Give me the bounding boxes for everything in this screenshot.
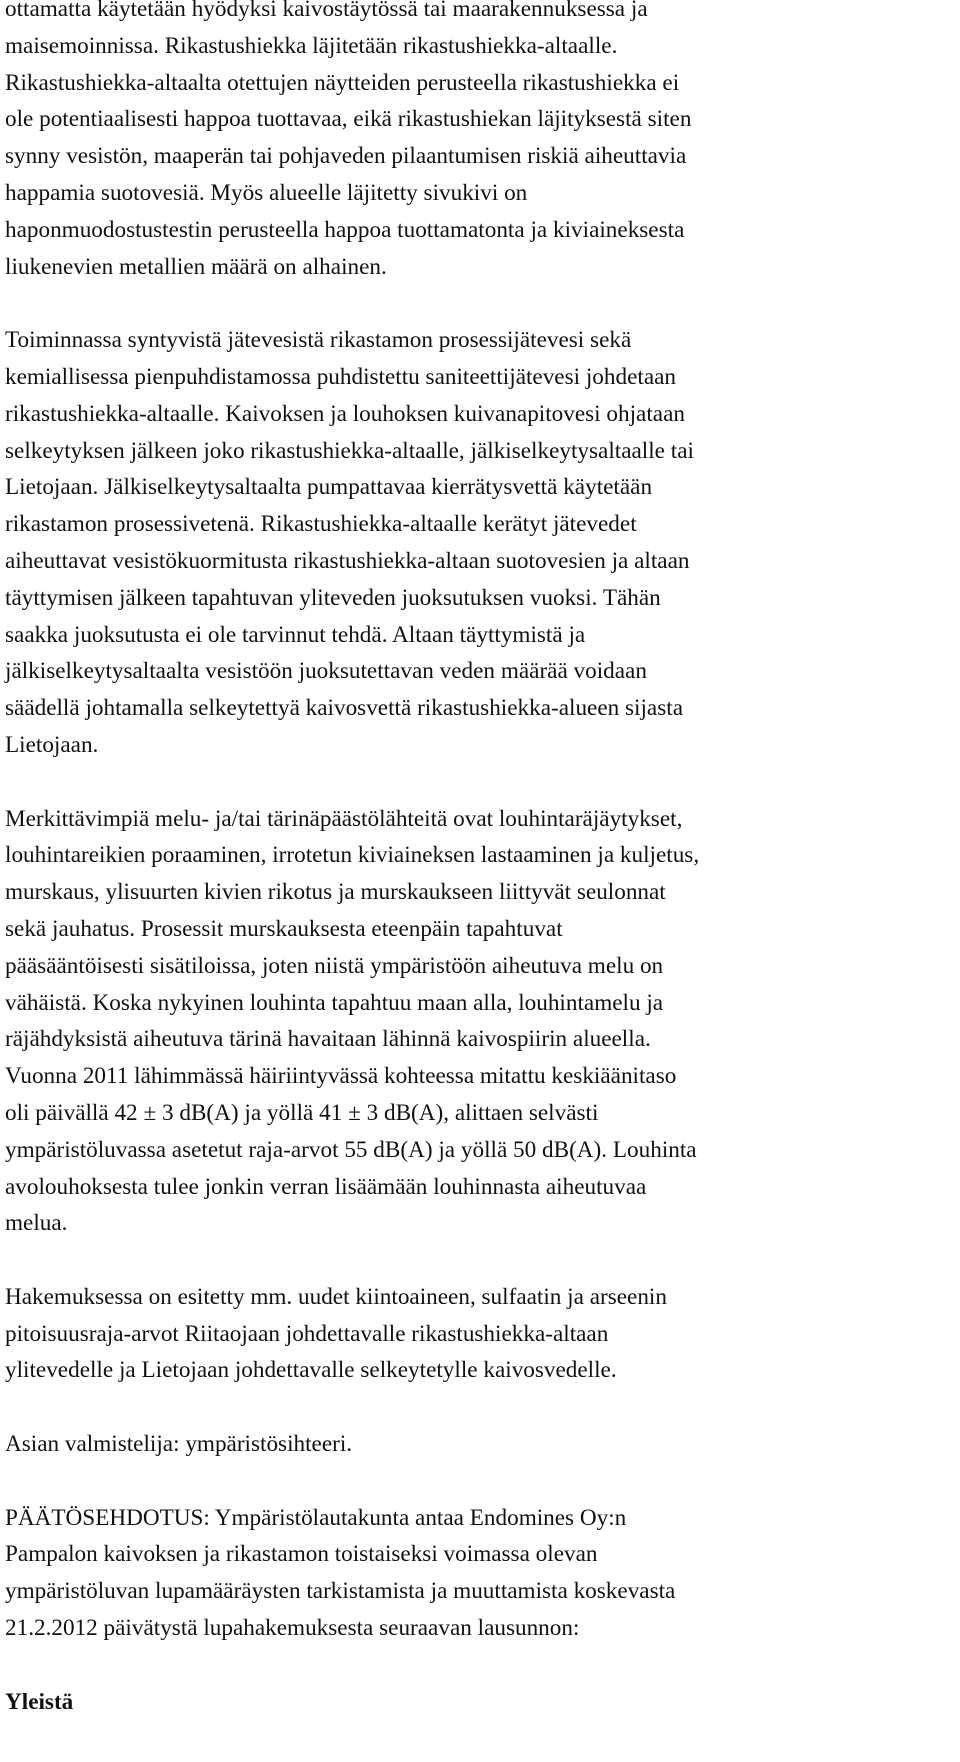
text-line: louhintareikien poraaminen, irrotetun kiviaineksen lastaaminen ja kuljetus, [5,842,700,869]
paragraph-spacer [5,1463,955,1500]
paragraph-spacer [5,1242,955,1279]
text-line: Vuonna 2011 lähimmässä häiriintyvässä kohteessa mitattu keskiäänitaso [5,1063,677,1090]
text-line: happamia suotovesiä. Myös alueelle läjitetty sivukivi on [5,179,528,206]
text-line: ympäristöluvan lupamääräysten tarkistamista ja muuttamista koskevasta [5,1578,676,1605]
text-line: jälkiselkeytysaltaalta vesistöön juoksutettavan veden määrää voidaan [5,658,647,685]
text-line: selkeytyksen jälkeen joko rikastushiekka-altaalle, jälkiselkeytysaltaalle tai [5,437,694,464]
text-line: murskaus, ylisuurten kivien rikotus ja murskaukseen liittyvät seulonnat [5,879,666,906]
text-line: täyttymisen jälkeen tapahtuvan yliteveden juoksutuksen vuoksi. Tähän [5,584,661,611]
text-line: avolouhoksesta tulee jonkin verran lisäämään louhinnasta aiheutuvaa [5,1173,647,1200]
text-line: PÄÄTÖSEHDOTUS: Ympäristölautakunta antaa Endomines Oy:n [5,1504,627,1531]
text-line: synny vesistön, maaperän tai pohjaveden pilaantumisen riskiä aiheuttavia [5,143,687,170]
text-line: maisemoinnissa. Rikastushiekka läjitetään rikastushiekka-altaalle. [5,32,618,59]
text-line: pääsääntöisesti sisätiloissa, joten niistä ympäristöön aiheutuva melu on [5,952,664,979]
text-line: Lietojaan. Jälkiselkeytysaltaalta pumpattavaa kierrätysvettä käytetään [5,474,653,501]
text-line: ole potentiaalisesti happoa tuottavaa, eikä rikastushiekan läjityksestä siten [5,106,692,133]
text-line: Merkittävimpiä melu- ja/tai tärinäpäästölähteitä ovat louhintaräjäytykset, [5,805,683,832]
text-line: säädellä johtamalla selkeytettyä kaivosvettä rikastushiekka-alueen sijasta [5,695,683,722]
text-line: Rikastushiekka-altaalta otettujen näytteiden perusteella rikastushiekka ei [5,69,680,96]
paragraph-preparer [5,1426,955,1463]
text-line: ylitevedelle ja Lietojaan johdettavalle selkeytetylle kaivosvedelle. [5,1357,617,1384]
text-line: ottamatta käytetään hyödyksi kaivostäytössä tai maarakennuksessa ja [5,0,648,22]
text-line: vähäistä. Koska nykyinen louhinta tapahtuu maan alla, louhintamelu ja [5,989,664,1016]
text-line: saakka juoksutusta ei ole tarvinnut tehdä. Altaan täyttymistä ja [5,621,586,648]
text-line: Asian valmistelija: ympäristösihteeri. [5,1431,353,1458]
text-line: ympäristöluvassa asetetut raja-arvot 55 dB(A) ja yöllä 50 dB(A). Louhinta [5,1136,697,1163]
text-line: rikastushiekka-altaalle. Kaivoksen ja louhoksen kuivanapitovesi ohjataan [5,400,685,427]
text-line: sekä jauhatus. Prosessit murskauksesta eteenpäin tapahtuvat [5,915,563,942]
text-line: pitoisuusraja-arvot Riitaojaan johdettavalle rikastushiekka-altaan [5,1320,609,1347]
text-line: aiheuttavat vesistökuormitusta rikastushiekka-altaan suotovesien ja altaan [5,547,690,574]
text-line: Pampalon kaivoksen ja rikastamon toistaiseksi voimassa olevan [5,1541,598,1568]
text-line: 21.2.2012 päivätystä lupahakemuksesta seuraavan lausunnon: [5,1615,580,1642]
paragraph-wastewater [5,322,955,764]
section-heading-text: Yleistä [5,1688,74,1715]
text-line: räjähdyksistä aiheutuva tärinä havaitaan lähinnä kaivospiirin alueella. [5,1026,651,1053]
section-heading-general [5,1684,955,1721]
document-page [5,0,955,1720]
paragraph-spacer [5,1389,955,1426]
text-line: kemiallisessa pienpuhdistamossa puhdistettu saniteettijätevesi johdetaan [5,363,676,390]
text-line: rikastamon prosessivetenä. Rikastushiekka-altaalle kerätyt jätevedet [5,511,637,538]
text-line: Hakemuksessa on esitetty mm. uudet kiintoaineen, sulfaatin ja arseenin [5,1283,667,1310]
text-line: Lietojaan. [5,731,99,758]
paragraph-spacer [5,1647,955,1684]
paragraph-spacer [5,285,955,322]
text-line: melua. [5,1210,68,1237]
paragraph-decision-proposal [5,1500,955,1647]
paragraph-spacer [5,764,955,801]
text-line: liukenevien metallien määrä on alhainen. [5,253,387,280]
text-line: haponmuodostustestin perusteella happoa tuottamatonta ja kiviaineksesta [5,216,685,243]
text-line: oli päivällä 42 ± 3 dB(A) ja yöllä 41 ± 3 dB(A), alittaen selvästi [5,1099,599,1126]
paragraph-noise-vibration [5,801,955,1243]
paragraph-application-limits [5,1279,955,1389]
paragraph-tailings-intro [5,0,955,285]
text-line: Toiminnassa syntyvistä jätevesistä rikastamon prosessijätevesi sekä [5,327,632,354]
